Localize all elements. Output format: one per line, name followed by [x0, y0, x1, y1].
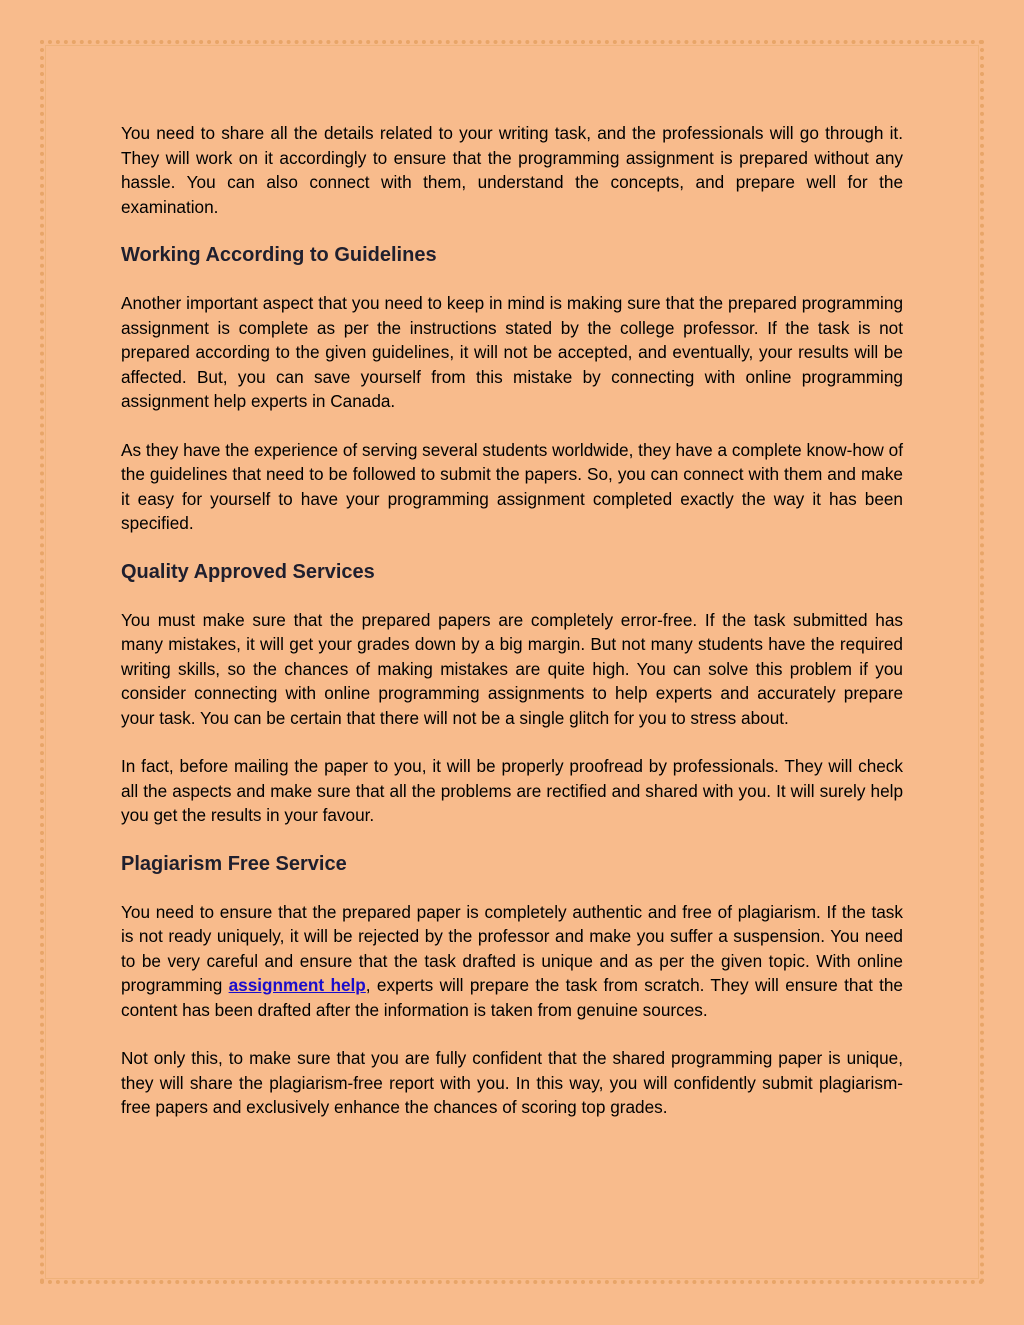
- plagiarism-paragraph-1: [121, 900, 903, 1023]
- quality-paragraph-2: In fact, before mailing the paper to you, it will be properly proofread by professionals. They will check all the aspects and make sure that all the problems are rectified and shared with you. It will surely help you get the results in your favour.: [121, 756, 903, 825]
- assignment-help-link[interactable]: assignment help: [228, 975, 366, 995]
- heading-quality-approved-services: Quality Approved Services: [121, 560, 375, 583]
- plagiarism-text-after-link: , experts will prepare the task from scratch. They will ensure that the content has been drafted after the information is taken from genuine sources.: [121, 975, 903, 1020]
- heading-working-according-to-guidelines: Working According to Guidelines: [121, 244, 437, 266]
- plagiarism-paragraph-2: Not only this, to make sure that you are fully confident that the shared programming paper is unique, they will share the plagiarism-free report with you. In this way, you will confidently submit plagiarism-free papers and exclusively enhance the chances of scoring top grades.: [121, 1048, 903, 1117]
- intro-paragraph: You need to share all the details related to your writing task, and the professionals will go through it. They will work on it accordingly to ensure that the programming assignment is prepared without any hassle. You can also connect with them, understand the concepts, and prepare well for the examination.: [121, 123, 903, 217]
- heading-plagiarism-free-service: Plagiarism Free Service: [121, 852, 347, 875]
- plagiarism-text-before-link: You need to ensure that the prepared paper is completely authentic and free of plagiarism. If the task is not ready uniquely, it will be rejected by the professor and make you suffer a suspension. You need to be very careful and ensure that the task drafted is unique and as per the given topic. With online programming: [121, 901, 903, 995]
- guidelines-paragraph-2: As they have the experience of serving several students worldwide, they have a complete know-how of the guidelines that need to be followed to submit the papers. So, you can connect with them and make it easy for yourself to have your programming assignment completed exactly the way it has been specified.: [121, 439, 903, 533]
- document-body: [121, 121, 903, 1144]
- quality-paragraph-1: You must make sure that the prepared papers are completely error-free. If the task submitted has many mistakes, it will get your grades down by a big margin. But not many students have the required writing skills, so the chances of making mistakes are quite high. You can solve this problem if you consider connecting with online programming assignments to help experts and accurately prepare your task. You can be certain that there will not be a single glitch for you to stress about.: [121, 609, 903, 728]
- guidelines-paragraph-1: Another important aspect that you need to keep in mind is making sure that the prepared programming assignment is complete as per the instructions stated by the college professor. If the task is not prepared according to the given guidelines, it will not be accepted, and eventually, your results will be affected. But, you can save yourself from this mistake by connecting with online programming assignment help experts in Canada.: [121, 293, 903, 411]
